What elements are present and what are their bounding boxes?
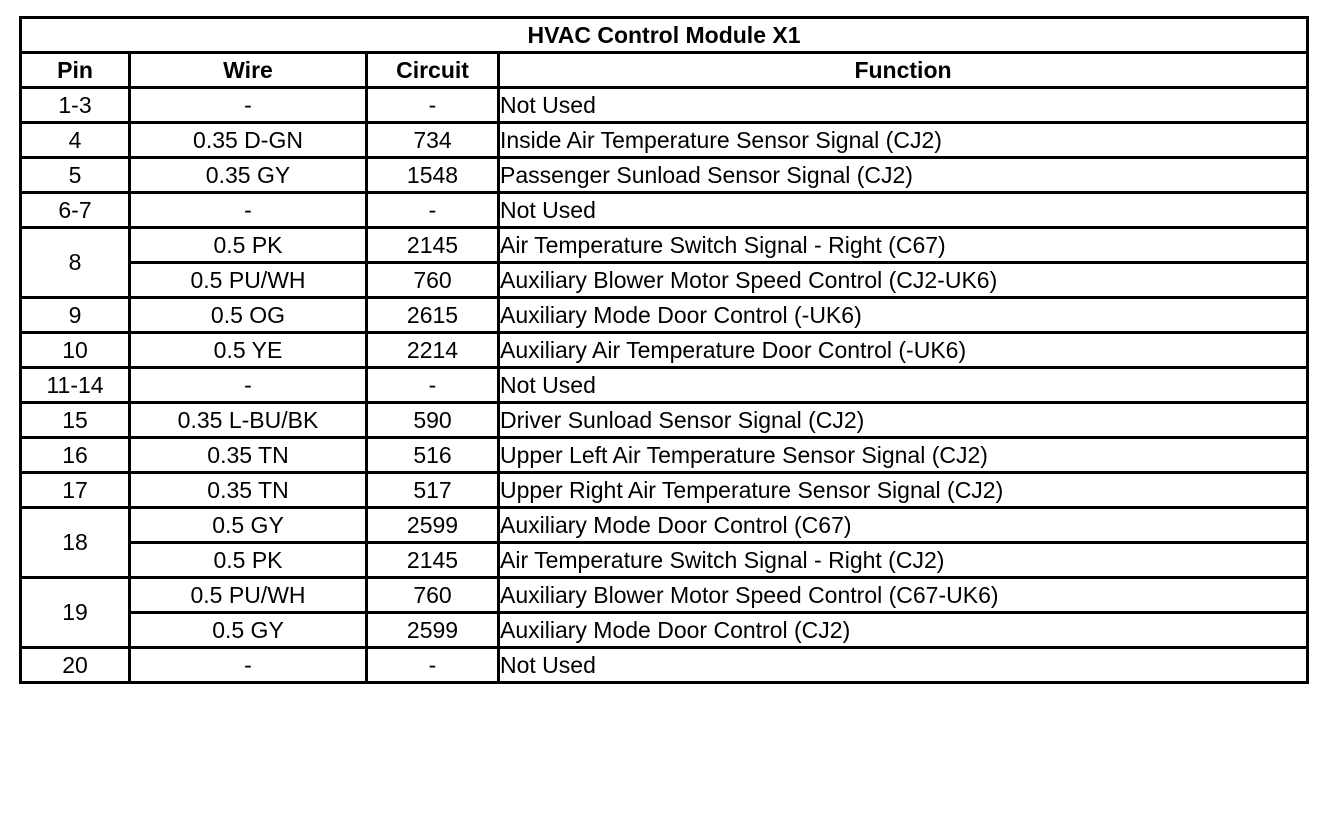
circuit-cell: 760 [367,263,499,298]
circuit-cell: 2145 [367,543,499,578]
wire-cell: - [130,648,367,683]
header-pin: Pin [21,53,130,88]
table-row [21,298,1308,333]
circuit-cell: - [367,193,499,228]
wire-cell: 0.35 TN [130,438,367,473]
circuit-cell: 516 [367,438,499,473]
pin-cell: 8 [21,228,130,298]
wire-cell: 0.5 PK [130,228,367,263]
table-row [21,158,1308,193]
wire-cell: 0.35 GY [130,158,367,193]
circuit-cell: - [367,648,499,683]
circuit-cell: - [367,368,499,403]
circuit-cell: 1548 [367,158,499,193]
table-row [21,228,1308,263]
pin-cell: 1-3 [21,88,130,123]
header-circuit: Circuit [367,53,499,88]
pin-cell: 16 [21,438,130,473]
table-row [21,263,1308,298]
circuit-cell: 2615 [367,298,499,333]
function-cell: Auxiliary Blower Motor Speed Control (CJ2-UK6) [499,263,1308,298]
wire-cell: 0.5 GY [130,508,367,543]
function-cell: Auxiliary Mode Door Control (-UK6) [499,298,1308,333]
table-row [21,333,1308,368]
table-row [21,193,1308,228]
table-row [21,578,1308,613]
table-title: HVAC Control Module X1 [21,18,1308,53]
table-row [21,123,1308,158]
function-cell: Auxiliary Air Temperature Door Control (-UK6) [499,333,1308,368]
header-wire: Wire [130,53,367,88]
wire-cell: - [130,193,367,228]
wire-cell: 0.35 L-BU/BK [130,403,367,438]
pinout-table-body [21,88,1308,683]
circuit-cell: 2214 [367,333,499,368]
circuit-cell: 517 [367,473,499,508]
header-row [21,53,1308,88]
function-cell: Air Temperature Switch Signal - Right (C67) [499,228,1308,263]
function-cell: Air Temperature Switch Signal - Right (CJ2) [499,543,1308,578]
title-row [21,18,1308,53]
wire-cell: 0.35 D-GN [130,123,367,158]
function-cell: Upper Left Air Temperature Sensor Signal (CJ2) [499,438,1308,473]
circuit-cell: 2599 [367,613,499,648]
circuit-cell: 590 [367,403,499,438]
pin-cell: 18 [21,508,130,578]
pin-cell: 11-14 [21,368,130,403]
table-row [21,88,1308,123]
wire-cell: 0.5 PK [130,543,367,578]
wire-cell: 0.35 TN [130,473,367,508]
circuit-cell: - [367,88,499,123]
wire-cell: 0.5 PU/WH [130,578,367,613]
function-cell: Upper Right Air Temperature Sensor Signal (CJ2) [499,473,1308,508]
wire-cell: 0.5 GY [130,613,367,648]
circuit-cell: 2145 [367,228,499,263]
pin-cell: 15 [21,403,130,438]
function-cell: Auxiliary Mode Door Control (C67) [499,508,1308,543]
pin-cell: 5 [21,158,130,193]
header-function: Function [499,53,1308,88]
table-row [21,473,1308,508]
pin-cell: 10 [21,333,130,368]
table-row [21,438,1308,473]
pin-cell: 6-7 [21,193,130,228]
function-cell: Driver Sunload Sensor Signal (CJ2) [499,403,1308,438]
table-row [21,543,1308,578]
pin-cell: 17 [21,473,130,508]
wire-cell: - [130,368,367,403]
pin-cell: 19 [21,578,130,648]
function-cell: Not Used [499,193,1308,228]
table-row [21,648,1308,683]
wire-cell: - [130,88,367,123]
circuit-cell: 2599 [367,508,499,543]
function-cell: Inside Air Temperature Sensor Signal (CJ2) [499,123,1308,158]
circuit-cell: 760 [367,578,499,613]
table-row [21,613,1308,648]
wire-cell: 0.5 YE [130,333,367,368]
pin-cell: 4 [21,123,130,158]
table-row [21,403,1308,438]
pin-cell: 9 [21,298,130,333]
pin-cell: 20 [21,648,130,683]
pinout-table [19,16,1309,684]
wire-cell: 0.5 OG [130,298,367,333]
circuit-cell: 734 [367,123,499,158]
function-cell: Passenger Sunload Sensor Signal (CJ2) [499,158,1308,193]
function-cell: Not Used [499,648,1308,683]
wire-cell: 0.5 PU/WH [130,263,367,298]
table-row [21,508,1308,543]
function-cell: Not Used [499,368,1308,403]
function-cell: Not Used [499,88,1308,123]
function-cell: Auxiliary Mode Door Control (CJ2) [499,613,1308,648]
function-cell: Auxiliary Blower Motor Speed Control (C67-UK6) [499,578,1308,613]
table-row [21,368,1308,403]
